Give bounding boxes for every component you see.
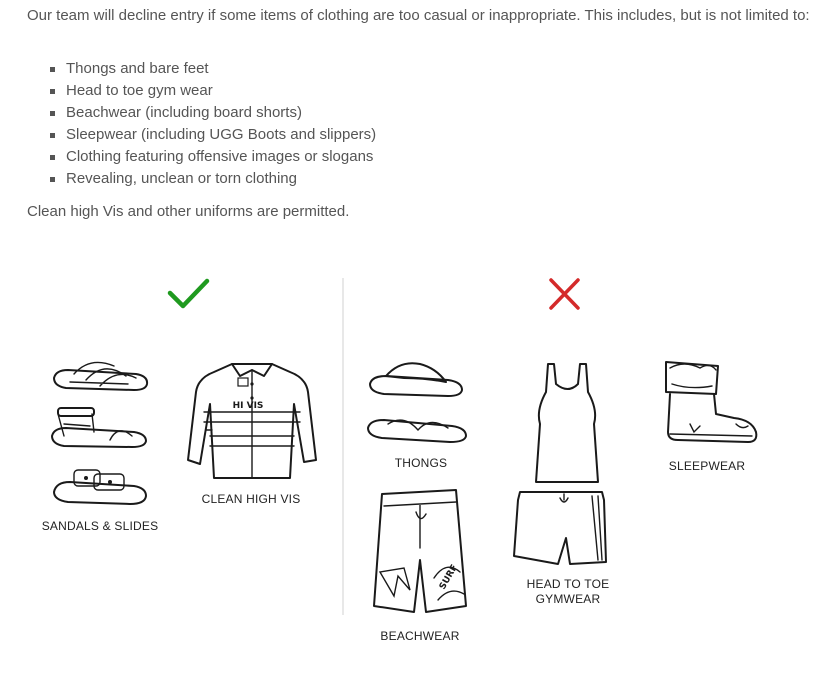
ugg-boot-illustration <box>666 362 756 442</box>
list-item: Thongs and bare feet <box>48 58 376 80</box>
sleepwear-caption: SLEEPWEAR <box>668 459 746 473</box>
list-item: Clothing featuring offensive images or slogans <box>48 146 376 168</box>
intro-text: Our team will decline entry if some items of clothing are too casual or inappropriate. This includes, but is not limited to: <box>27 7 810 24</box>
list-item: Revealing, unclean or torn clothing <box>48 168 376 190</box>
cross-icon <box>551 280 578 308</box>
hivis-shirt-illustration <box>188 364 316 478</box>
list-item: Head to toe gym wear <box>48 80 376 102</box>
hivis-print-label: HI VIS <box>232 401 264 411</box>
closing-text: Clean high Vis and other uniforms are permitted. <box>27 203 350 220</box>
gym-caption-line-1: HEAD TO TOE <box>526 577 610 591</box>
gym-wear-illustration <box>514 364 606 564</box>
thongs-caption: THONGS <box>394 456 448 470</box>
check-icon <box>170 281 207 306</box>
sandals-caption: SANDALS & SLIDES <box>41 519 159 533</box>
list-item: Sleepwear (including UGG Boots and slippers) <box>48 124 376 146</box>
gym-caption-line-2: GYMWEAR <box>535 592 601 606</box>
sandals-illustration <box>52 362 147 504</box>
beachwear-caption: BEACHWEAR <box>380 629 460 643</box>
board-print-label: SURF <box>437 563 461 592</box>
board-shorts-illustration <box>374 490 466 612</box>
hivis-caption: CLEAN HIGH VIS <box>201 492 301 506</box>
list-item: Beachwear (including board shorts) <box>48 102 376 124</box>
thongs-illustration <box>368 363 466 442</box>
